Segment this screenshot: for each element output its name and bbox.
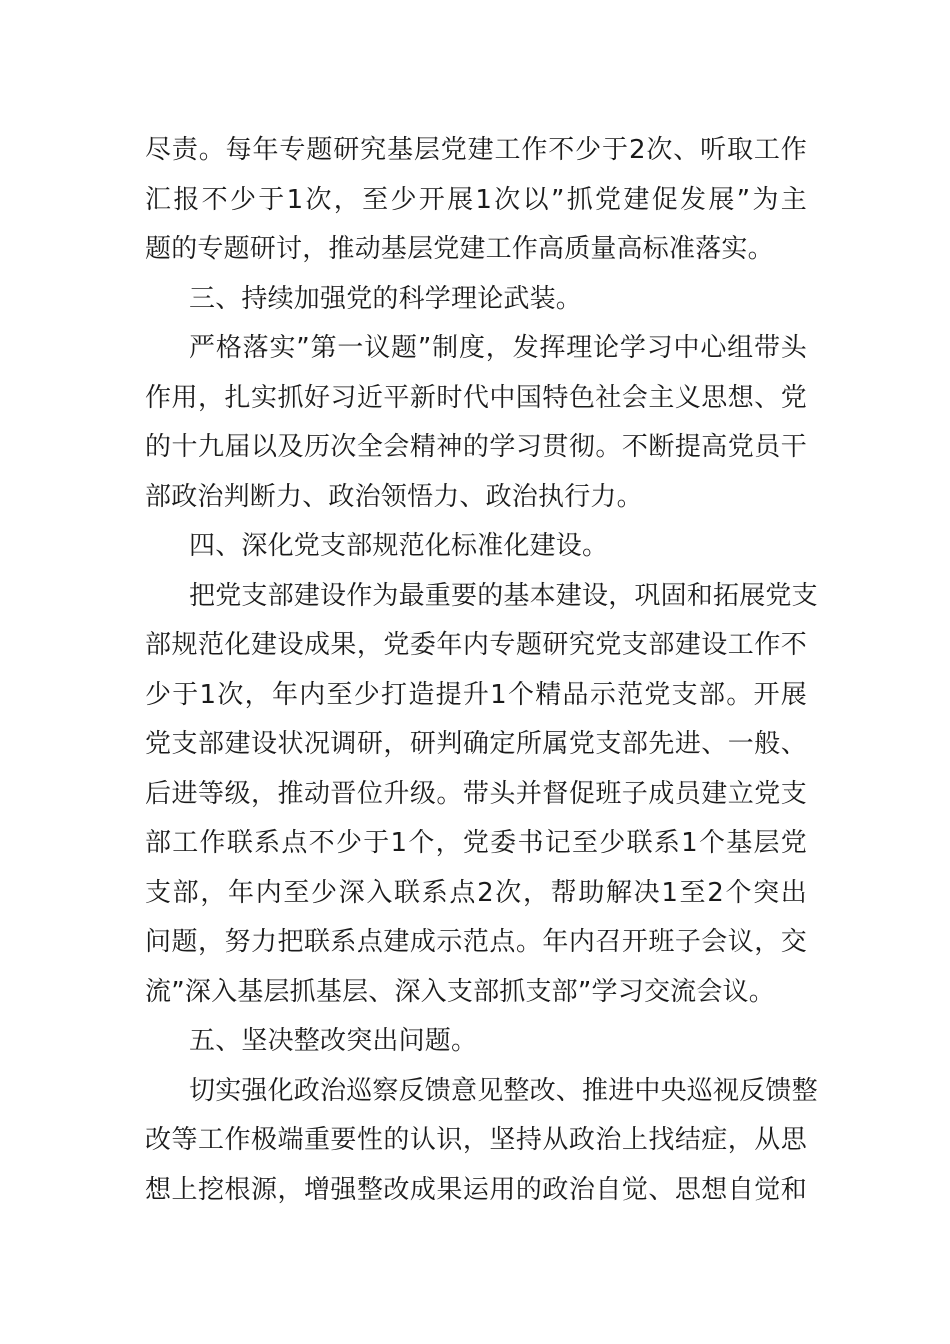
paragraph xyxy=(145,324,807,522)
text-line: 汇报不少于1次，至少开展1次以”抓党建促发展”为主 xyxy=(145,184,807,215)
text-line: 少于1次，年内至少打造提升1个精品示范党支部。开展 xyxy=(145,679,807,710)
heading-line: 五、坚决整改突出问题。 xyxy=(189,1026,478,1056)
text-line: 改等工作极端重要性的认识，坚持从政治上找结症，从思 xyxy=(145,1125,807,1155)
text-line: 问题，努力把联系点建成示范点。年内召开班子会议，交 xyxy=(145,927,807,957)
text-line: 作用，扎实抓好习近平新时代中国特色社会主义思想、党 xyxy=(145,382,807,413)
text-line: 流”深入基层抓基层、深入支部抓支部”学习交流会议。 xyxy=(145,976,775,1007)
text-line: 尽责。每年专题研究基层党建工作不少于2次、听取工作 xyxy=(145,135,807,165)
text-line: 支部，年内至少深入联系点2次，帮助解决1至2个突出 xyxy=(145,877,807,908)
section-heading xyxy=(145,522,807,572)
text-line: 题的专题研讨，推动基层党建工作高质量高标准落实。 xyxy=(145,234,774,264)
text-line: 的十九届以及历次全会精神的学习贯彻。不断提高党员干 xyxy=(145,432,807,462)
section-heading xyxy=(145,275,807,325)
text-line: 切实强化政治巡察反馈意见整改、推进中央巡视反馈整 xyxy=(189,1075,818,1106)
text-line: 把党支部建设作为最重要的基本建设，巩固和拓展党支 xyxy=(189,580,818,611)
text-line: 严格落实”第一议题”制度，发挥理论学习中心组带头 xyxy=(189,333,807,363)
heading-line: 四、深化党支部规范化标准化建设。 xyxy=(189,531,609,561)
text-line: 部规范化建设成果，党委年内专题研究党支部建设工作不 xyxy=(145,630,807,660)
text-line: 想上挖根源，增强整改成果运用的政治自觉、思想自觉和 xyxy=(145,1174,807,1205)
text-line: 部工作联系点不少于1个，党委书记至少联系1个基层党 xyxy=(145,828,807,858)
paragraph xyxy=(145,572,818,1018)
text-line: 部政治判断力、政治领悟力、政治执行力。 xyxy=(145,481,643,512)
heading-line: 三、持续加强党的科学理论武装。 xyxy=(189,283,583,314)
section-heading xyxy=(145,1017,807,1067)
text-line: 后进等级，推动晋位升级。带头并督促班子成员建立党支 xyxy=(145,778,807,809)
paragraph xyxy=(145,126,807,275)
document-body xyxy=(145,126,818,1215)
text-line: 党支部建设状况调研，研判确定所属党支部先进、一般、 xyxy=(145,729,807,759)
paragraph xyxy=(145,1067,818,1216)
